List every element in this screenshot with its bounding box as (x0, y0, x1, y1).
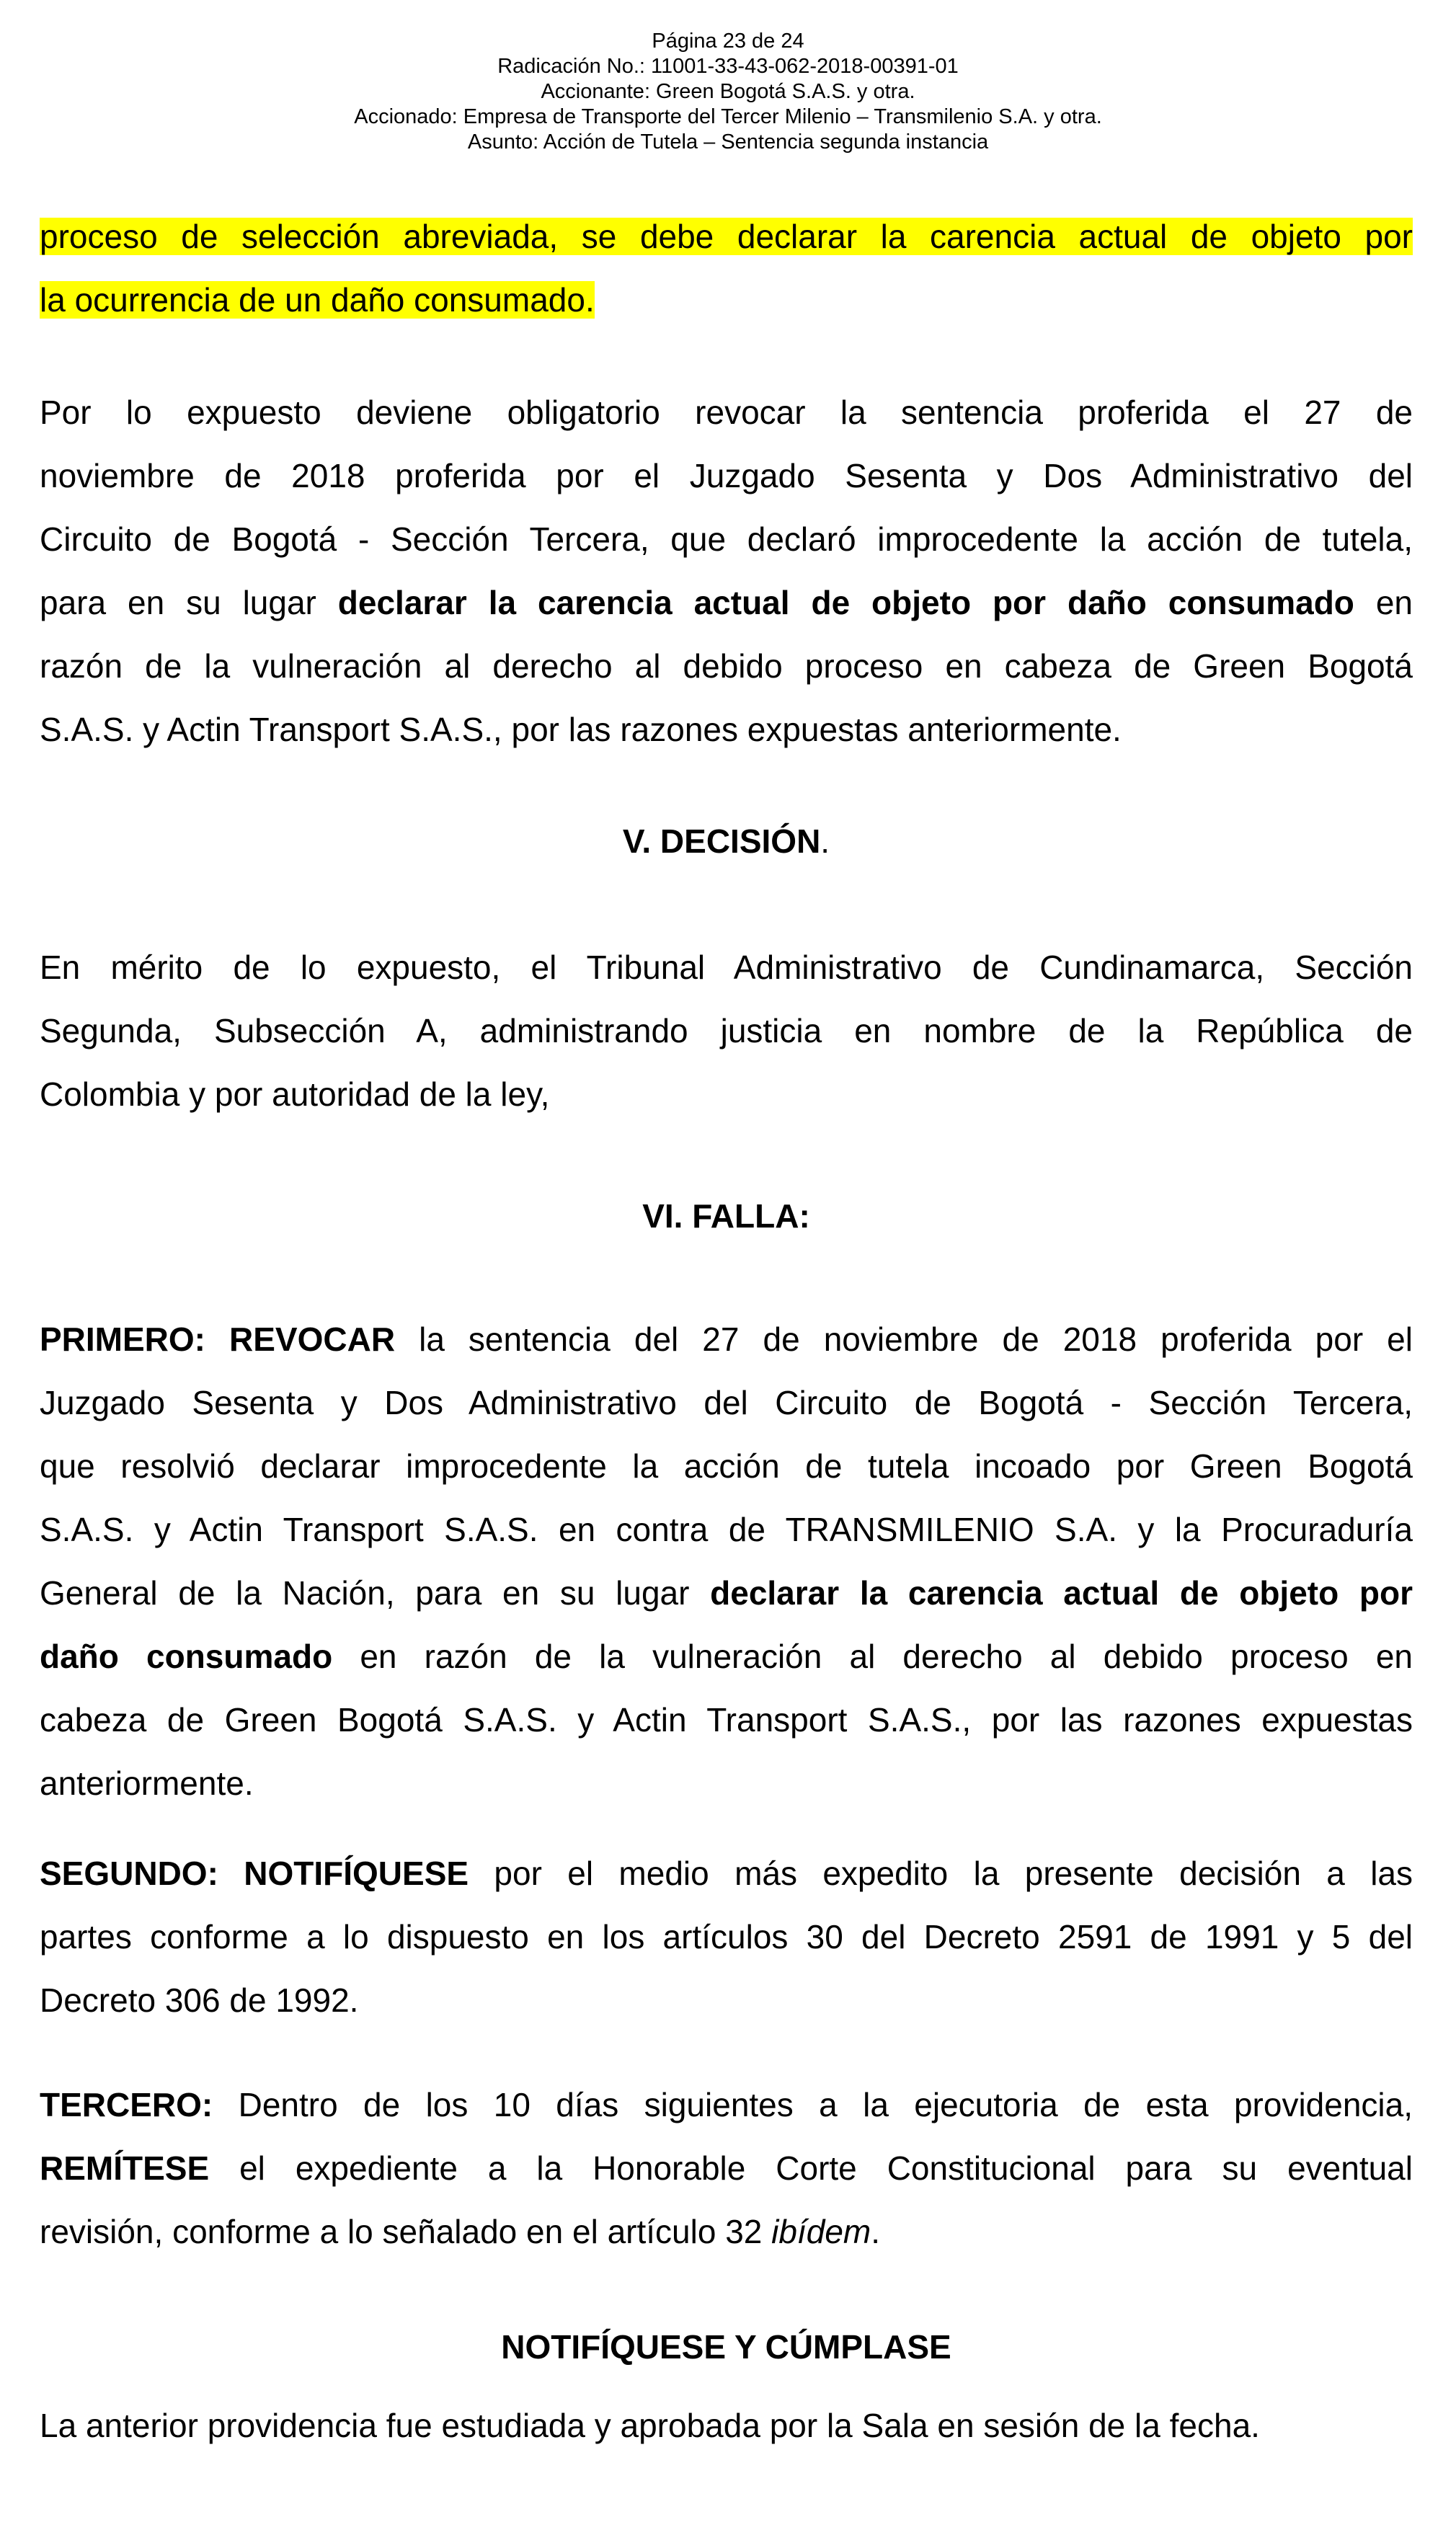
text-line: En mérito de lo expuesto, el Tribunal Administrativo de Cundinamarca, Sección (40, 949, 1413, 986)
text-span: revisión, conforme a lo señalado en el artículo 32 (40, 2213, 772, 2250)
italic-text: ibídem (771, 2213, 871, 2250)
bold-text: REMÍTESE (40, 2149, 210, 2187)
bold-text: SEGUNDO: NOTIFÍQUESE (40, 1855, 469, 1892)
bold-text: daño consumado (40, 1638, 333, 1675)
accionado: Accionado: Empresa de Transporte del Tercer Milenio – Transmilenio S.A. y otra. (354, 105, 1102, 128)
closing-heading (40, 2315, 1413, 2379)
bold-text: declarar la carencia actual de objeto por daño consumado (337, 584, 1354, 621)
page-number: Página 23 de 24 (652, 30, 804, 53)
text-span: Dentro de los 10 días siguientes a la ejecutoria de esta providencia, (213, 2086, 1413, 2123)
text-line (40, 1308, 1413, 1371)
text-line (40, 1625, 1413, 1688)
accionante: Accionante: Green Bogotá S.A.S. y otra. (541, 80, 915, 103)
bold-text: PRIMERO: REVOCAR (40, 1320, 396, 1358)
text-span: la sentencia del 27 de noviembre de 2018 proferida por el (395, 1320, 1413, 1358)
text-line (40, 2200, 1413, 2263)
text-line: La anterior providencia fue estudiada y aprobada por la Sala en sesión de la fecha. (40, 2407, 1260, 2444)
text-line (40, 1842, 1413, 1905)
text-span: por el medio más expedito la presente decisión a las (469, 1855, 1413, 1892)
text-span: . (871, 2213, 881, 2250)
highlighted-text: proceso de selección abreviada, se debe declarar la carencia actual de objeto por (40, 218, 1413, 255)
section-suffix: . (820, 822, 830, 860)
text-line (40, 2073, 1413, 2136)
bold-text: TERCERO: (40, 2086, 213, 2123)
text-line: noviembre de 2018 proferida por el Juzgado Sesenta y Dos Administrativo del (40, 457, 1413, 494)
paragraph-merito (40, 936, 1413, 1126)
highlighted-paragraph (40, 205, 1413, 332)
section-v-heading (40, 809, 1413, 873)
text-line: razón de la vulneración al derecho al debido proceso en cabeza de Green Bogotá (40, 647, 1413, 685)
text-span: General de la Nación, para en su lugar (40, 1574, 711, 1612)
text-span: en razón de la vulneración al derecho al debido proceso en (332, 1638, 1413, 1675)
resolution-primero (40, 1308, 1413, 1815)
text-line (40, 1561, 1413, 1625)
text-line: partes conforme a lo dispuesto en los artículos 30 del Decreto 2591 de 1991 y 5 del (40, 1918, 1413, 1956)
text-line: S.A.S. y Actin Transport S.A.S. en contra de TRANSMILENIO S.A. y la Procuraduría (40, 1511, 1413, 1548)
text-line: Decreto 306 de 1992. (40, 1981, 359, 2019)
text-line: Circuito de Bogotá - Sección Tercera, que declaró improcedente la acción de tutela, (40, 520, 1413, 558)
text-line: S.A.S. y Actin Transport S.A.S., por las razones expuestas anteriormente. (40, 711, 1122, 748)
text-line: Segunda, Subsección A, administrando justicia en nombre de la República de (40, 1012, 1413, 1049)
text-line: cabeza de Green Bogotá S.A.S. y Actin Transport S.A.S., por las razones expuestas (40, 1701, 1413, 1739)
paragraph-expuesto (40, 381, 1413, 761)
text-line: Juzgado Sesenta y Dos Administrativo del Circuito de Bogotá - Sección Tercera, (40, 1384, 1413, 1421)
text-span: para en su lugar (40, 584, 338, 621)
text-line (40, 571, 1413, 634)
section-title: VI. FALLA: (642, 1197, 810, 1235)
radicacion: Radicación No.: 11001-33-43-062-2018-00391-01 (497, 55, 959, 78)
page-header (0, 29, 1456, 155)
text-line: que resolvió declarar improcedente la acción de tutela incoado por Green Bogotá (40, 1447, 1413, 1485)
text-line: Por lo expuesto deviene obligatorio revocar la sentencia proferida el 27 de (40, 394, 1413, 431)
text-span: en (1354, 584, 1413, 621)
text-line: anteriormente. (40, 1764, 254, 1802)
section-vi-heading (40, 1184, 1413, 1248)
closing-paragraph (40, 2394, 1413, 2457)
resolution-segundo (40, 1842, 1413, 2032)
highlighted-text: la ocurrencia de un daño consumado. (40, 281, 595, 319)
text-span: el expediente a la Honorable Corte Constitucional para su eventual (209, 2149, 1413, 2187)
bold-text: declarar la carencia actual de objeto por (710, 1574, 1413, 1612)
resolution-tercero (40, 2073, 1413, 2263)
section-title: V. DECISIÓN (622, 822, 821, 860)
text-line (40, 2136, 1413, 2200)
text-line: Colombia y por autoridad de la ley, (40, 1075, 550, 1113)
asunto: Asunto: Acción de Tutela – Sentencia segunda instancia (467, 130, 989, 154)
closing-title: NOTIFÍQUESE Y CÚMPLASE (501, 2328, 951, 2366)
